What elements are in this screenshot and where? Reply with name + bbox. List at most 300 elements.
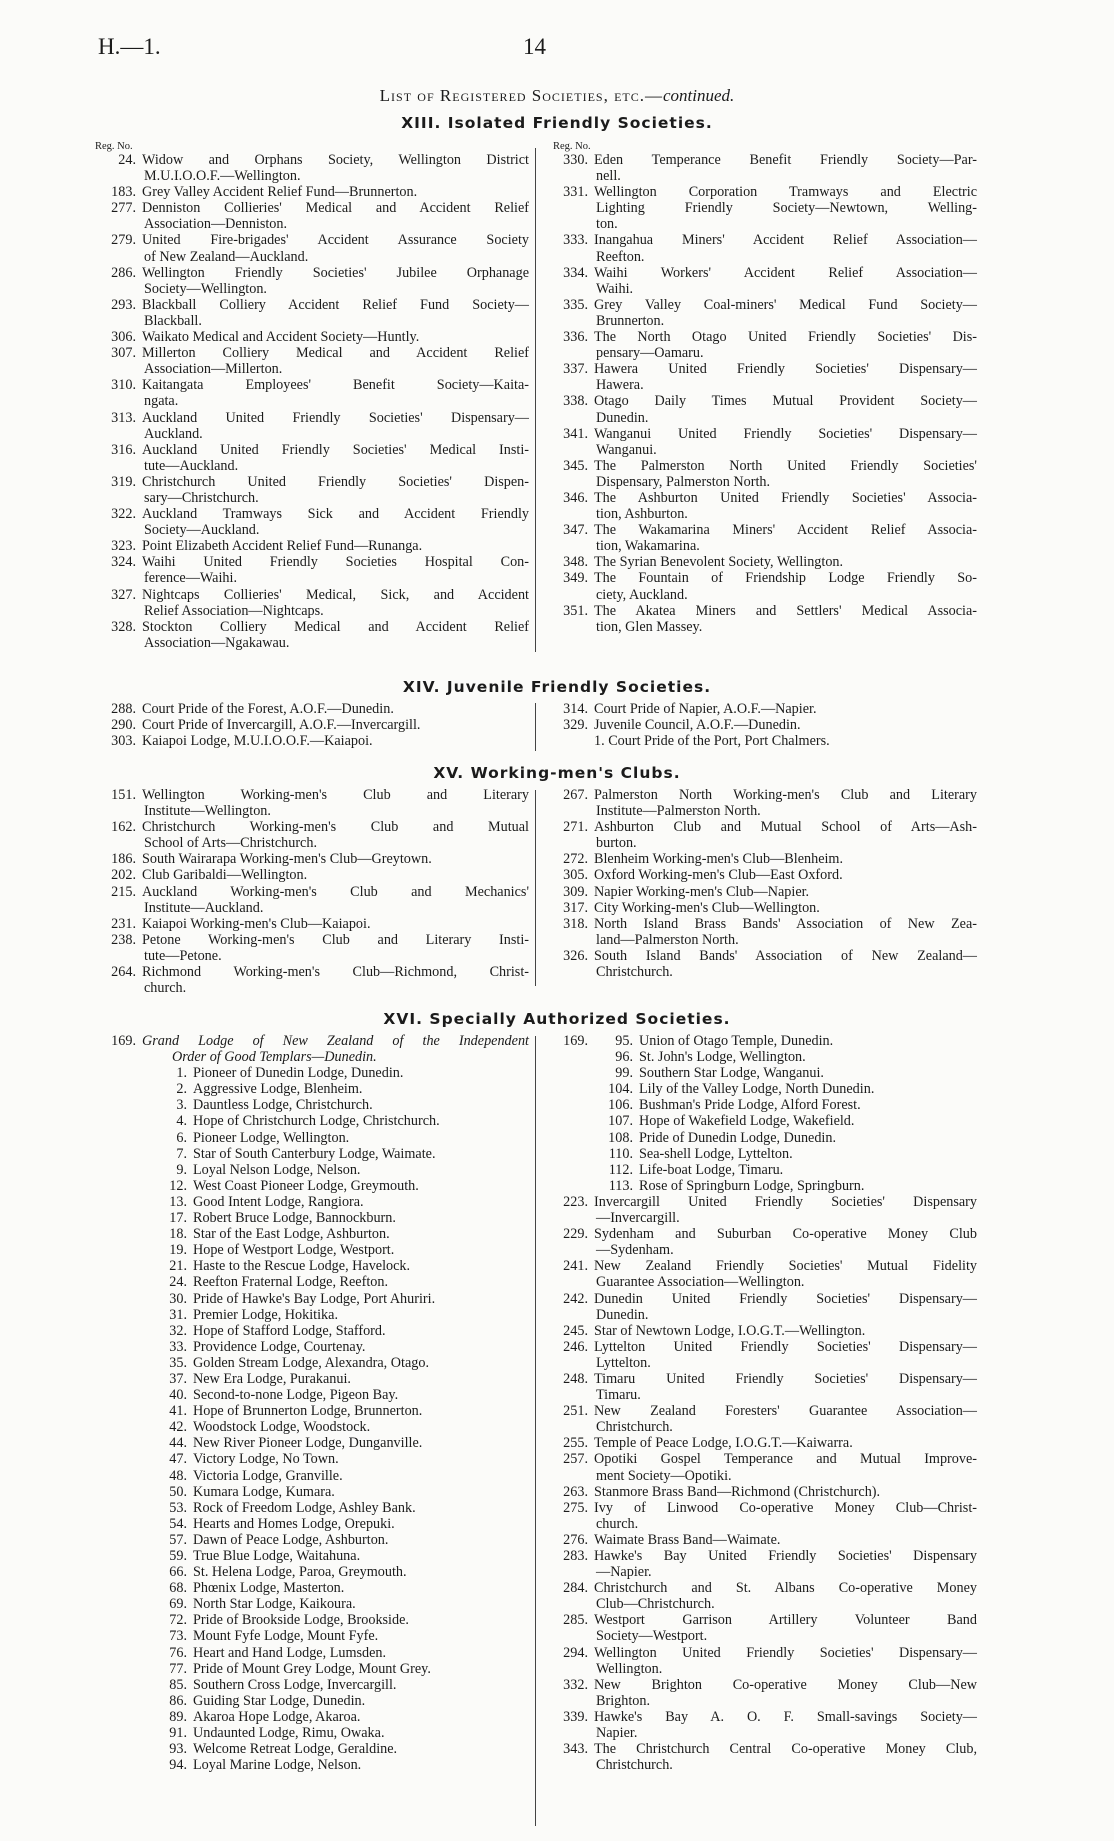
lodge-entry <box>95 1339 529 1355</box>
lodge-entry <box>95 1210 529 1226</box>
entry-line: Grey Valley Accident Relief Fund—Brunnerton. <box>142 184 418 201</box>
lodge-number: 33. <box>169 1338 187 1355</box>
lodge-entry <box>547 1097 977 1113</box>
reg-number: 316. <box>111 441 136 458</box>
lodge-number: 59. <box>169 1548 187 1564</box>
lodge-name: Pioneer of Dunedin Lodge, Dunedin. <box>193 1065 404 1082</box>
society-name <box>594 867 977 883</box>
entry-line: Association—Denniston. <box>144 216 288 233</box>
reg-number: 186. <box>111 851 136 868</box>
entry-line: United Fire-brigades' Accident Assurance Society <box>142 232 529 249</box>
section-15-right-column <box>547 787 977 980</box>
entry-line: The North Otago United Friendly Societies' Dis- <box>594 329 977 346</box>
page-number: 14 <box>523 34 546 59</box>
lodge-entry <box>547 1081 977 1097</box>
lodge-name: Woodstock Lodge, Woodstock. <box>193 1419 371 1436</box>
lodge-number: 21. <box>169 1258 187 1275</box>
lodge-number: 44. <box>169 1435 187 1452</box>
reg-number: 293. <box>111 296 136 313</box>
society-entry <box>95 297 529 329</box>
lodge-name: Southern Cross Lodge, Invercargill. <box>193 1676 397 1693</box>
entry-line: Petone Working-men's Club and Literary Insti- <box>142 931 529 948</box>
entry-line: Kaitangata Employees' Benefit Society—Kaita- <box>142 377 529 394</box>
lodge-name: Kumara Lodge, Kumara. <box>193 1483 335 1500</box>
reg-number: 334. <box>563 264 588 281</box>
entry-line: Christchurch Working-men's Club and Mutual <box>142 819 529 836</box>
society-name <box>142 265 529 297</box>
entry-line: Richmond Working-men's Club—Richmond, Christ- <box>142 964 529 981</box>
lodge-name: Pride of Hawke's Bay Lodge, Port Ahuriri. <box>193 1290 436 1307</box>
lodge-number: 54. <box>169 1515 187 1532</box>
society-entry <box>95 587 529 619</box>
society-name <box>594 701 977 717</box>
reg-number: 246. <box>563 1338 588 1355</box>
reg-number: 327. <box>111 586 136 603</box>
reg-number: 310. <box>111 377 136 394</box>
reg-number: 263. <box>563 1483 588 1500</box>
entry-line: Wellington. <box>596 1660 663 1677</box>
society-entry <box>547 329 977 361</box>
reg-number: 231. <box>111 915 136 932</box>
club-entry <box>95 819 529 851</box>
lodge-entry <box>95 1291 529 1307</box>
society-name <box>594 916 977 948</box>
entry-line: Wanganui. <box>596 441 657 458</box>
entry-line: Auckland Tramways Sick and Accident Friendly <box>142 506 529 523</box>
society-name <box>142 619 529 651</box>
reg-number: 24. <box>118 152 136 168</box>
entry-line: Ivy of Linwood Co-operative Money Club—Christ- <box>594 1499 977 1516</box>
lodge-entry <box>95 1307 529 1323</box>
society-name <box>142 152 529 184</box>
society-name <box>594 265 977 297</box>
society-name <box>142 701 529 717</box>
society-entry <box>95 717 529 733</box>
lodge-name: Victory Lodge, No Town. <box>193 1451 339 1468</box>
entry-line: sary—Christchurch. <box>144 489 259 506</box>
entry-line: Christchurch and St. Albans Co-operative Money <box>594 1580 977 1597</box>
society-name <box>142 345 529 377</box>
reg-number: 324. <box>111 554 136 571</box>
reg-number: 343. <box>563 1741 588 1758</box>
reg-number: 277. <box>111 200 136 217</box>
society-entry <box>95 733 529 749</box>
entry-line: tute—Auckland. <box>144 457 239 474</box>
column-divider <box>535 148 536 652</box>
reg-number: 238. <box>111 931 136 948</box>
lodge-number: 85. <box>169 1676 187 1693</box>
entry-line: Denniston Collieries' Medical and Accident Relief <box>142 200 529 217</box>
reg-number: 313. <box>111 409 136 426</box>
lodge-entry <box>95 1178 529 1194</box>
society-name <box>594 1741 977 1773</box>
lodge-entry <box>95 1081 529 1097</box>
entry-line: M.U.I.O.O.F.—Wellington. <box>144 168 301 185</box>
reg-number: 223. <box>563 1193 588 1210</box>
entry-line: The Fountain of Friendship Lodge Friendly So- <box>594 570 977 587</box>
section-16-left-column <box>95 1033 529 1773</box>
lodge-number: 99. <box>615 1065 633 1082</box>
entry-line: ment Society—Opotiki. <box>596 1467 732 1484</box>
lodge-name: Loyal Nelson Lodge, Nelson. <box>193 1161 361 1178</box>
lodge-number: 9. <box>176 1161 187 1178</box>
lodge-number: 48. <box>169 1467 187 1484</box>
society-entry <box>547 1323 977 1339</box>
entry-line: Christchurch. <box>596 964 673 981</box>
lodge-entry <box>95 1435 529 1451</box>
lodge-name: Hope of Brunnerton Lodge, Brunnerton. <box>193 1403 423 1420</box>
society-name <box>594 948 977 980</box>
society-name <box>594 1435 977 1451</box>
society-name <box>594 1484 977 1500</box>
entry-line: Wellington Friendly Societies' Jubilee Orphanage <box>142 264 529 281</box>
lodge-entry <box>95 1258 529 1274</box>
entry-line: ngata. <box>144 393 179 410</box>
society-entry <box>95 184 529 200</box>
entry-line: North Island Brass Bands' Association of New Zea- <box>594 915 977 932</box>
society-entry <box>547 1580 977 1612</box>
entry-line: New Zealand Friendly Societies' Mutual Fidelity <box>594 1258 977 1275</box>
entry-line: Sydenham and Suburban Co-operative Money Club <box>594 1226 977 1243</box>
society-name <box>594 733 977 749</box>
lodge-number: 69. <box>169 1596 187 1613</box>
entry-line: Association—Millerton. <box>144 361 283 378</box>
entry-line: —Sydenham. <box>596 1242 674 1259</box>
entry-line: —Invercargill. <box>596 1210 680 1227</box>
entry-line: Wanganui United Friendly Societies' Dispensary— <box>594 425 977 442</box>
reg-number: 341. <box>563 425 588 442</box>
society-entry <box>547 297 977 329</box>
reg-number: 271. <box>563 819 588 836</box>
lodge-number: 112. <box>608 1161 633 1178</box>
entry-line: Auckland United Friendly Societies' Medical Insti- <box>142 441 529 458</box>
entry-line: tion, Glen Massey. <box>596 618 703 635</box>
society-name <box>594 1403 977 1435</box>
entry-line: The Wakamarina Miners' Accident Relief Associa- <box>594 522 977 539</box>
lodge-name: West Coast Pioneer Lodge, Greymouth. <box>193 1177 419 1194</box>
society-entry <box>547 1194 977 1226</box>
society-name <box>594 1532 977 1548</box>
reg-number: 183. <box>111 184 136 201</box>
club-entry <box>547 867 977 883</box>
lodge-name: Aggressive Lodge, Blenheim. <box>193 1081 363 1098</box>
entry-line: Invercargill United Friendly Societies' Dispensary <box>594 1193 977 1210</box>
society-entry <box>547 570 977 602</box>
reg-number: 317. <box>563 899 588 916</box>
reg-number: 169. <box>563 1033 588 1049</box>
section-13-right-column <box>547 141 977 635</box>
lodge-number: 2. <box>176 1081 187 1098</box>
society-entry <box>95 329 529 345</box>
entry-line: Hawera United Friendly Societies' Dispensary— <box>594 361 977 378</box>
society-entry <box>547 701 977 717</box>
entry-line: Temple of Peace Lodge, I.O.G.T.—Kaiwarra. <box>594 1435 853 1452</box>
reg-number: 284. <box>563 1580 588 1597</box>
reg-number: 276. <box>563 1531 588 1548</box>
entry-line: burton. <box>596 835 637 852</box>
entry-line: Waihi. <box>596 280 634 297</box>
reg-number: 319. <box>111 473 136 490</box>
lodge-entry <box>95 1677 529 1693</box>
entry-line: Christchurch. <box>596 1419 673 1436</box>
reg-number: 169. <box>111 1033 136 1049</box>
club-entry <box>547 819 977 851</box>
lodge-entry <box>95 1645 529 1661</box>
entry-line: Society—Auckland. <box>144 522 260 539</box>
society-name <box>594 570 977 602</box>
society-entry <box>547 1339 977 1371</box>
reg-number: 335. <box>563 296 588 313</box>
reg-number: 322. <box>111 506 136 523</box>
society-name <box>142 587 529 619</box>
society-name <box>142 717 529 733</box>
lodge-entry <box>95 1741 529 1757</box>
society-name <box>594 717 977 733</box>
entry-line: tion, Ashburton. <box>596 506 688 523</box>
society-entry <box>547 603 977 635</box>
entry-line: church. <box>144 980 187 997</box>
society-name <box>142 474 529 506</box>
lodge-number: 68. <box>169 1580 187 1597</box>
lodge-entry <box>95 1725 529 1741</box>
lodge-number: 19. <box>169 1242 187 1259</box>
lodge-name: Bushman's Pride Lodge, Alford Forest. <box>639 1097 861 1114</box>
lodge-number: 108. <box>608 1129 633 1146</box>
lodge-number: 47. <box>169 1451 187 1468</box>
club-entry <box>547 884 977 900</box>
lodge-number: 57. <box>169 1531 187 1548</box>
society-entry <box>547 490 977 522</box>
entry-line: Oxford Working-men's Club—East Oxford. <box>594 867 843 884</box>
lodge-number: 18. <box>169 1226 187 1243</box>
entry-line: Napier. <box>596 1725 638 1742</box>
society-name <box>594 1323 977 1339</box>
grand-lodge-entry <box>95 1033 529 1065</box>
society-entry <box>95 619 529 651</box>
lodge-entry <box>95 1661 529 1677</box>
lodge-number: 24. <box>169 1274 187 1291</box>
club-entry <box>95 787 529 819</box>
entry-line: Brunnerton. <box>596 312 665 329</box>
club-entry <box>547 900 977 916</box>
entry-line: Dispensary, Palmerston North. <box>596 473 771 490</box>
lodge-name: Phœnix Lodge, Masterton. <box>193 1580 345 1597</box>
reg-number: 245. <box>563 1322 588 1339</box>
reg-number: 349. <box>563 570 588 587</box>
lodge-name: Victoria Lodge, Granville. <box>193 1467 343 1484</box>
reg-number: 242. <box>563 1290 588 1307</box>
reg-number: 332. <box>563 1676 588 1693</box>
lodge-number: 96. <box>615 1049 633 1066</box>
entry-line: Timaru United Friendly Societies' Dispensary— <box>594 1370 977 1387</box>
entry-line: Kaiapoi Lodge, M.U.I.O.O.F.—Kaiapoi. <box>142 733 373 750</box>
lodge-name: Hope of Wakefield Lodge, Wakefield. <box>639 1113 855 1130</box>
society-name <box>594 458 977 490</box>
entry-line: Blackball Colliery Accident Relief Fund Society— <box>142 296 529 313</box>
lodge-entry <box>95 1371 529 1387</box>
society-name <box>594 329 977 361</box>
society-entry <box>95 200 529 232</box>
society-name <box>142 184 529 200</box>
lodge-entry <box>547 1049 977 1065</box>
society-name <box>594 851 977 867</box>
entry-line: Grey Valley Coal-miners' Medical Fund Society— <box>594 296 977 313</box>
entry-line: Stockton Colliery Medical and Accident Relief <box>142 618 529 635</box>
reg-number: 272. <box>563 851 588 868</box>
lodge-number: 50. <box>169 1483 187 1500</box>
entry-line: Lighting Friendly Society—Newtown, Welling- <box>596 200 977 217</box>
reg-number: 347. <box>563 522 588 539</box>
lodge-name: Hope of Christchurch Lodge, Christchurch. <box>193 1113 440 1130</box>
lodge-name: Reefton Fraternal Lodge, Reefton. <box>193 1274 389 1291</box>
society-name <box>594 1451 977 1483</box>
society-entry <box>95 538 529 554</box>
entry-line: Lyttelton United Friendly Societies' Dispensary— <box>594 1338 977 1355</box>
lodge-number: 104. <box>608 1081 633 1098</box>
society-entry <box>95 232 529 264</box>
column-divider <box>535 703 536 751</box>
society-entry <box>547 1548 977 1580</box>
reg-number: 348. <box>563 554 588 571</box>
reg-number: 290. <box>111 717 136 734</box>
society-entry <box>95 345 529 377</box>
lodge-entry <box>95 1323 529 1339</box>
society-name <box>142 932 529 964</box>
lodge-number: 4. <box>176 1113 187 1130</box>
lodge-entry <box>95 1194 529 1210</box>
lodge-number: 107. <box>608 1113 633 1130</box>
society-entry <box>547 1226 977 1258</box>
reg-number: 257. <box>563 1451 588 1468</box>
page-subtitle: List of Registered Societies, etc.—continued. <box>379 86 735 105</box>
lodge-name: St. John's Lodge, Wellington. <box>639 1049 806 1066</box>
lodge-number: 37. <box>169 1370 187 1387</box>
society-entry <box>547 458 977 490</box>
lodge-entry <box>95 1451 529 1467</box>
lodge-number: 41. <box>169 1403 187 1420</box>
entry-line: Association—Ngakawau. <box>144 634 290 651</box>
reg-number: 339. <box>563 1708 588 1725</box>
reg-number: 286. <box>111 264 136 281</box>
lodge-entry <box>95 1403 529 1419</box>
society-name <box>594 1645 977 1677</box>
lodge-entry <box>547 1065 977 1081</box>
lodge-number: 53. <box>169 1499 187 1516</box>
entry-line: Eden Temperance Benefit Friendly Society—Par- <box>594 152 977 168</box>
lodge-number: 13. <box>169 1193 187 1210</box>
page-code: H.—1. <box>98 34 161 59</box>
society-entry <box>547 1532 977 1548</box>
lodge-name: Pride of Dunedin Lodge, Dunedin. <box>639 1129 837 1146</box>
reg-number: 162. <box>111 819 136 836</box>
society-name <box>594 490 977 522</box>
club-entry <box>547 851 977 867</box>
lodge-entry <box>95 1548 529 1564</box>
entry-line: Blackball. <box>144 312 202 329</box>
entry-line: Napier Working-men's Club—Napier. <box>594 883 810 900</box>
entry-line: Palmerston North Working-men's Club and Literary <box>594 787 977 803</box>
entry-line: Kaiapoi Working-men's Club—Kaiapoi. <box>142 915 371 932</box>
society-name <box>142 916 529 932</box>
lodge-name: Southern Star Lodge, Wanganui. <box>639 1065 824 1082</box>
entry-line: Juvenile Council, A.O.F.—Dunedin. <box>594 717 801 734</box>
entry-line: Court Pride of the Forest, A.O.F.—Dunedin. <box>142 701 394 717</box>
society-name <box>594 426 977 458</box>
lodge-entry <box>95 1146 529 1162</box>
society-name <box>594 1291 977 1323</box>
lodge-entry <box>95 1274 529 1290</box>
lodge-entry <box>95 1468 529 1484</box>
lodge-name: Hope of Westport Lodge, Westport. <box>193 1242 395 1259</box>
society-entry <box>547 265 977 297</box>
society-name <box>142 787 529 819</box>
society-entry <box>547 1435 977 1451</box>
lodge-entry <box>95 1162 529 1178</box>
society-name <box>142 884 529 916</box>
society-entry <box>95 377 529 409</box>
entry-line: Reefton. <box>596 248 645 265</box>
society-name <box>594 1226 977 1258</box>
reg-number: 283. <box>563 1548 588 1564</box>
society-entry <box>547 1371 977 1403</box>
society-name <box>594 1677 977 1709</box>
reg-number: 151. <box>111 787 136 803</box>
entry-line: Waikato Medical and Accident Society—Huntly. <box>142 329 420 346</box>
lodge-entry <box>95 1419 529 1435</box>
section-16-right-column <box>547 1033 977 1773</box>
reg-number: 314. <box>563 701 588 717</box>
reg-number: 241. <box>563 1258 588 1275</box>
entry-line: tion, Wakamarina. <box>596 538 700 555</box>
reg-number: 307. <box>111 345 136 362</box>
society-name <box>142 200 529 232</box>
reg-number: 351. <box>563 602 588 619</box>
reg-number: 337. <box>563 361 588 378</box>
society-entry <box>547 1500 977 1532</box>
lodge-name: True Blue Lodge, Waitahuna. <box>193 1548 361 1564</box>
society-name <box>594 393 977 425</box>
lodge-number: 17. <box>169 1210 187 1227</box>
entry-line: of New Zealand—Auckland. <box>144 248 309 265</box>
entry-line: Millerton Colliery Medical and Accident Relief <box>142 345 529 362</box>
society-entry <box>95 152 529 184</box>
entry-line: The Christchurch Central Co-operative Money Club, <box>594 1741 977 1758</box>
society-name <box>594 232 977 264</box>
club-entry <box>95 932 529 964</box>
section-15-left-column <box>95 787 529 996</box>
entry-line: The Palmerston North United Friendly Societies' <box>594 457 977 474</box>
lodge-number: 42. <box>169 1419 187 1436</box>
lodge-name: Star of the East Lodge, Ashburton. <box>193 1226 390 1243</box>
entry-line: Lyttelton. <box>596 1354 651 1371</box>
lodge-entry <box>95 1628 529 1644</box>
society-entry <box>547 232 977 264</box>
reg-number: 288. <box>111 701 136 717</box>
reg-number: 306. <box>111 329 136 346</box>
reg-number: 318. <box>563 915 588 932</box>
society-entry <box>547 152 977 184</box>
lodge-number: 31. <box>169 1306 187 1323</box>
lodge-name: Premier Lodge, Hokitika. <box>193 1306 338 1323</box>
lodge-name: Welcome Retreat Lodge, Geraldine. <box>193 1741 398 1758</box>
entry-line: Widow and Orphans Society, Wellington District <box>142 152 529 168</box>
lodge-entry <box>95 1130 529 1146</box>
lodge-entry <box>547 1113 977 1129</box>
entry-line: pensary—Oamaru. <box>596 345 704 362</box>
entry-line: —Napier. <box>596 1564 652 1581</box>
society-name <box>594 900 977 916</box>
lodge-number: 73. <box>169 1628 187 1645</box>
